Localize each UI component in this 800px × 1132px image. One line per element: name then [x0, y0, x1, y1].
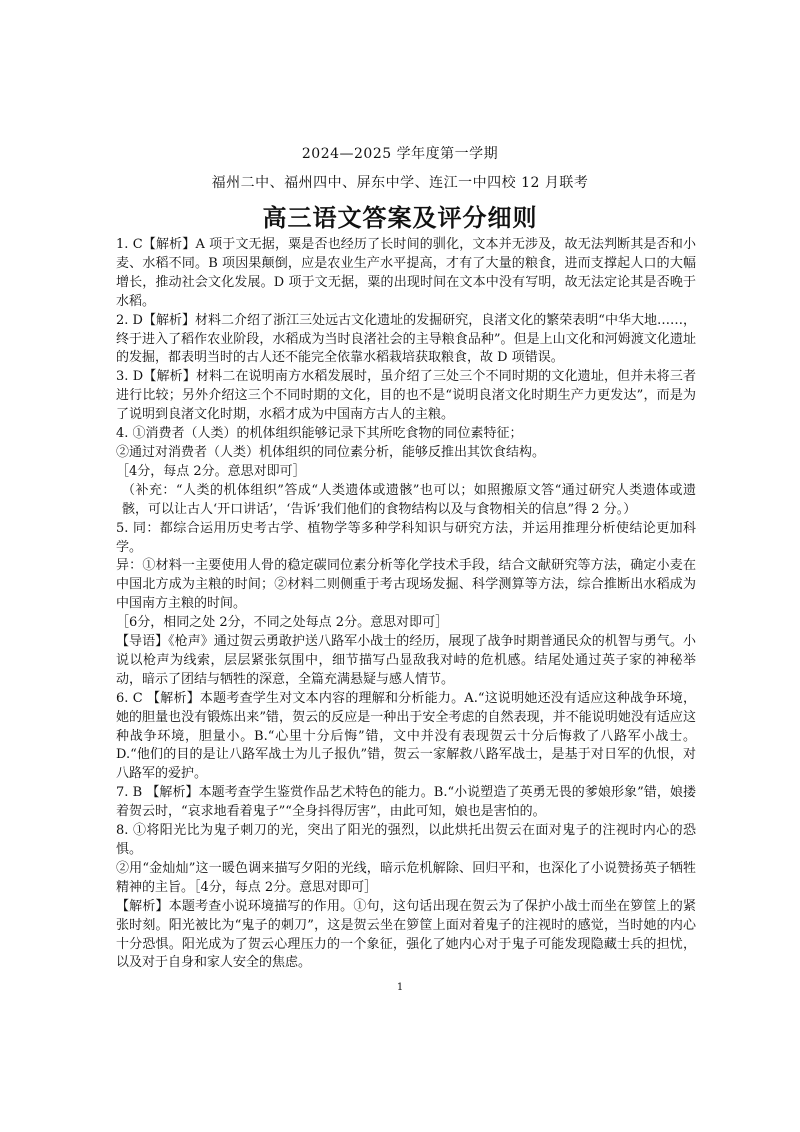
page-number: 1: [396, 982, 404, 993]
answer-body: [116, 236, 696, 973]
answer-4-scoring: ［4分，每点 2分。意思对即可］: [116, 463, 306, 479]
answer-6: 6. C 【解析】本题考查学生对文本内容的理解和分析能力。A.“这说明她还没有适应这种战争环境，她的胆量也没有锻炼出来”错，贺云的反应是一种出于安全考虑的自然表现，并不能说明她没有适应这种战争环境，胆量小。B.“心里十分后悔”错，文中并没有表现贺云十分后悔救了八路军小战士。D.“他们的目的是让八路军战士为儿子报仇”错，贺云一家解救八路军战士，是基于对日军的仇恨，对八路军的爱护。: [116, 690, 696, 782]
answer-5-same: 5. 同：都综合运用历史考古学、植物学等多种学科知识与研究方法，并运用推理分析使结论更加科学。: [116, 520, 696, 555]
story-introduction: 【导语】《枪声》通过贺云勇敢护送八路军小战士的经历，展现了战争时期普通民众的机智与勇气。小说以枪声为线索，层层紧张氛围中，细节描写凸显敌我对峙的危机感。结尾处通过英子家的神秘举动，暗示了团结与牺牲的深意，全篇充满悬疑与感人情节。: [116, 634, 696, 687]
answer-5-different: 异：①材料一主要使用人骨的稳定碳同位素分析等化学技术手段，结合文献研究等方法，确定小麦在中国北方成为主粮的时间；②材料二则侧重于考古现场发掘、科学测算等方法，综合推断出水稻成为中国南方主粮的时间。: [116, 558, 696, 612]
answer-7: 7. B 【解析】本题考查学生鉴赏作品艺术特色的能力。B.“小说塑造了英勇无畏的爹娘形象”错，娘搂着贺云时，“哀求地看着鬼子”“全身抖得厉害”，由此可知，娘也是害怕的。: [116, 785, 696, 820]
schools-line: 福州二中、福州四中、屏东中学、连江一中四校 12 月联考: [211, 175, 589, 191]
answer-2: 2. D【解析】材料二介绍了浙江三处远古文化遗址的发掘研究，良渚文化的繁荣表明“中华大地……，终于进入了稻作农业阶段，水稻成为当时良渚社会的主导粮食品种”。但是上山文化和河姆渡文化遗址的发掘，都表明当时的古人还不能完全依靠水稻栽培获取粮食，故 D 项错误。: [116, 312, 696, 366]
answer-8-analysis: 【解析】本题考查小说环境描写的作用。①句，这句话出现在贺云为了保护小战士而坐在箩筐上的紧张时刻。阳光被比为“鬼子的刺刀”，这是贺云坐在箩筐上面对着鬼子的注视时的感觉，当时她的内心十分恐惧。阳光成为了贺云心理压力的一个象征，强化了她内心对于鬼子可能发现隐藏士兵的担忧，以及对于自身和家人安全的焦虑。: [116, 898, 696, 971]
school-year-line: 2024—2025 学年度第一学期: [301, 146, 499, 162]
answer-1: 1. C【解析】A 项于文无据，粟是否也经历了长时间的驯化，文本并无涉及，故无法判断其是否和小麦、水稻不同。B 项因果颠倒，应是农业生产水平提高，才有了大量的粮食，进而支撑起人口的大幅增长，推动社会文化发展。D 项于文无据，粟的出现时间在文本中没有写明，故无法定论其是否晚于水稻。: [116, 237, 696, 309]
answer-4-supplement: （补充：“人类的机体组织”答成“人类遗体或遗骸”也可以；如照搬原文答“通过研究人类遗体或遗骸，可以让古人‘开口讲话’，‘告诉’我们他们的食物结构以及与食物相关的信息”得 2 分。）: [122, 482, 696, 517]
answer-8-point-1: 8. ①将阳光比为鬼子刺刀的光，突出了阳光的强烈，以此烘托出贺云在面对鬼子的注视时内心的恐惧。: [116, 823, 696, 857]
answer-4-point-2: ②通过对消费者（人类）机体组织的同位素分析，能够反推出其饮食结构。: [116, 444, 546, 460]
page-title: 高三语文答案及评分细则: [262, 204, 538, 232]
answer-3: 3. D【解析】材料二在说明南方水稻发展时，虽介绍了三处三个不同时期的文化遗址，但并未将三者进行比较；另外介绍这三个不同时期的文化，目的也不是“说明良渚文化时期生产力更发达”，而是为了说明到良渚文化时期，水稻才成为中国南方古人的主粮。: [116, 369, 696, 423]
answer-4-point-1: 4. ①消费者（人类）的机体组织能够记录下其所吃食物的同位素特征；: [116, 426, 523, 442]
answer-5-scoring: ［6分，相同之处 2分，不同之处每点 2分。意思对即可］: [116, 615, 449, 631]
answer-8-point-2: ②用“金灿灿”这一暖色调来描写夕阳的光线，暗示危机解除、回归平和，也深化了小说赞扬英子牺牲精神的主旨。［4分，每点 2分。意思对即可］: [116, 860, 696, 895]
